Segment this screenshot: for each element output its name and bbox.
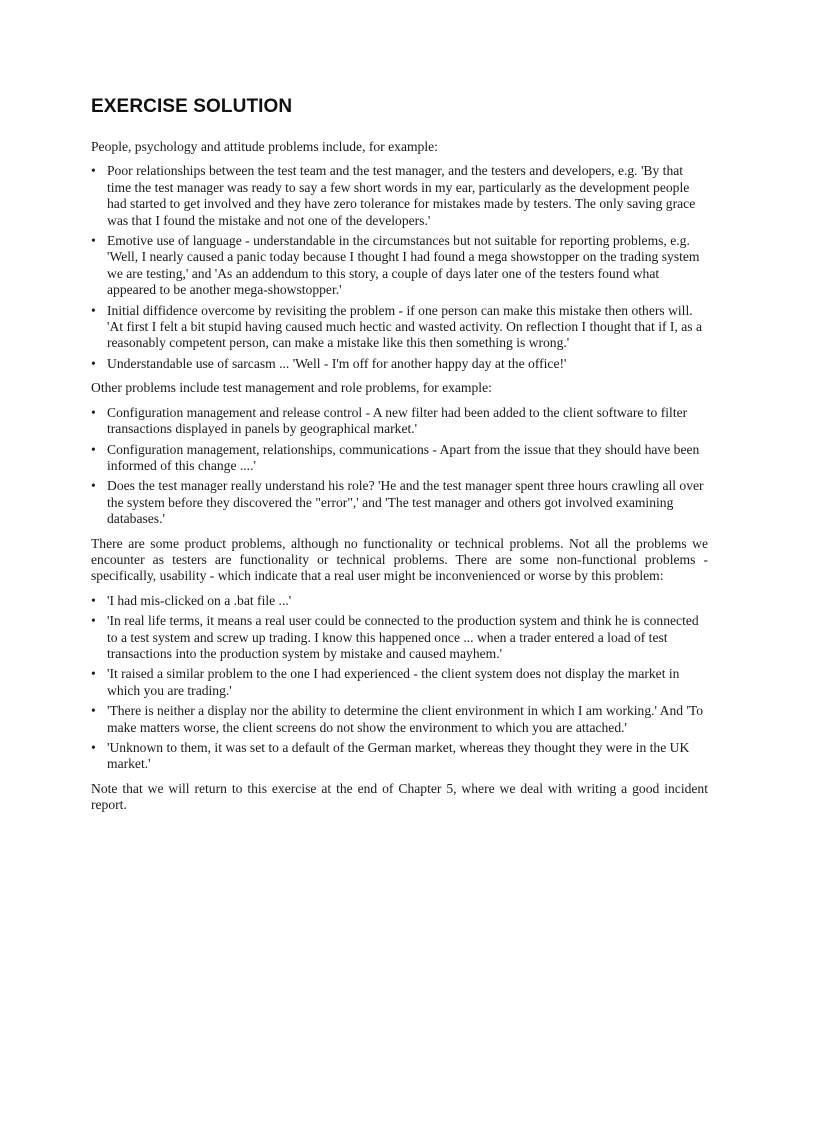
- bullet-icon: •: [91, 233, 96, 249]
- list-item-text: Poor relationships between the test team and the test manager, and the testers and developers, e.g. 'By that time the test manager was ready to say a few short words in my ear, particularly as the development people had started to get involved and they have zero tolerance for mistakes made by testers. The only saving grace was that I found the mistake and not one of the developers.': [107, 163, 696, 228]
- bullet-icon: •: [91, 592, 96, 608]
- list-item: [91, 666, 708, 699]
- list-item: [91, 593, 708, 609]
- bullet-icon: •: [91, 666, 96, 682]
- list-item: [91, 442, 708, 475]
- list-item: [91, 703, 708, 736]
- people-problems-list: [91, 163, 708, 372]
- list-item-text: 'In real life terms, it means a real user could be connected to the production system and think he is connected to a test system and screw up trading. I know this happened once ... when a trader entered a load of test transactions into the production system by mistake and caused mayhem.': [107, 613, 699, 661]
- closing-paragraph: Note that we will return to this exercise at the end of Chapter 5, where we deal with writing a good incident report.: [91, 780, 708, 813]
- list-item-text: Initial diffidence overcome by revisiting the problem - if one person can make this mistake then others will. 'At first I felt a bit stupid having caused much hectic and wasted activity. On reflection I thought that if I, as a reasonably competent person, can make a mistake like this then something is wrong.': [107, 302, 702, 351]
- bullet-icon: •: [91, 163, 96, 179]
- list-item-text: Configuration management, relationships, communications - Apart from the issue that they should have been informed of this change ....': [107, 441, 700, 473]
- bullet-icon: •: [91, 613, 96, 629]
- list-item: [91, 163, 708, 229]
- list-item: [91, 233, 708, 299]
- list-item: [91, 303, 708, 352]
- list-item-text: 'Unknown to them, it was set to a default of the German market, whereas they thought they were in the UK market.': [107, 740, 690, 772]
- intro-product-paragraph: There are some product problems, although no functionality or technical problems. Not all the problems we encounter as testers are functionality or technical problems. There are some non-functional problems - specifically, usability - which indicate that a real user might be inconvenienced or worse by this problem:: [91, 535, 708, 584]
- product-problems-list: [91, 593, 708, 773]
- list-item: [91, 405, 708, 438]
- list-item: [91, 356, 708, 372]
- intro-other-paragraph: Other problems include test management and role problems, for example:: [91, 380, 492, 396]
- list-item-text: Emotive use of language - understandable in the circumstances but not suitable for reporting problems, e.g. 'Well, I nearly caused a panic today because I thought I had found a mega showstopper on the trading system we are testing,' and 'As an addendum to this story, a couple of days later one of the testers found what appeared to be another mega-showstopper.': [107, 233, 700, 298]
- list-item: [91, 613, 708, 662]
- other-problems-list: [91, 405, 708, 528]
- bullet-icon: •: [91, 404, 96, 420]
- bullet-icon: •: [91, 302, 96, 318]
- page-title: EXERCISE SOLUTION: [91, 96, 293, 117]
- list-item-text: 'It raised a similar problem to the one I had experienced - the client system does not display the market in which you are trading.': [107, 666, 680, 698]
- list-item: [91, 740, 708, 773]
- document-page: [91, 96, 708, 822]
- list-item-text: Understandable use of sarcasm ... 'Well - I'm off for another happy day at the office!': [107, 355, 567, 371]
- bullet-icon: •: [91, 703, 96, 719]
- bullet-icon: •: [91, 740, 96, 755]
- bullet-icon: •: [91, 478, 96, 494]
- list-item-text: Configuration management and release control - A new filter had been added to the client software to filter transactions displayed in panels by geographical market.': [107, 404, 688, 437]
- list-item-text: 'There is neither a display nor the ability to determine the client environment in which I am working.' And 'To make matters worse, the client screens do not show the environment to which you are attached.': [107, 703, 704, 735]
- bullet-icon: •: [91, 441, 96, 457]
- list-item-text: Does the test manager really understand his role? 'He and the test manager spent three hours crawling all over the system before they discovered the "error",' and 'The test manager and others got involved examining databases.': [107, 478, 704, 527]
- intro-people-paragraph: People, psychology and attitude problems include, for example:: [91, 139, 438, 154]
- bullet-icon: •: [91, 355, 96, 371]
- list-item: [91, 478, 708, 527]
- list-item-text: 'I had mis-clicked on a .bat file ...': [107, 592, 292, 608]
